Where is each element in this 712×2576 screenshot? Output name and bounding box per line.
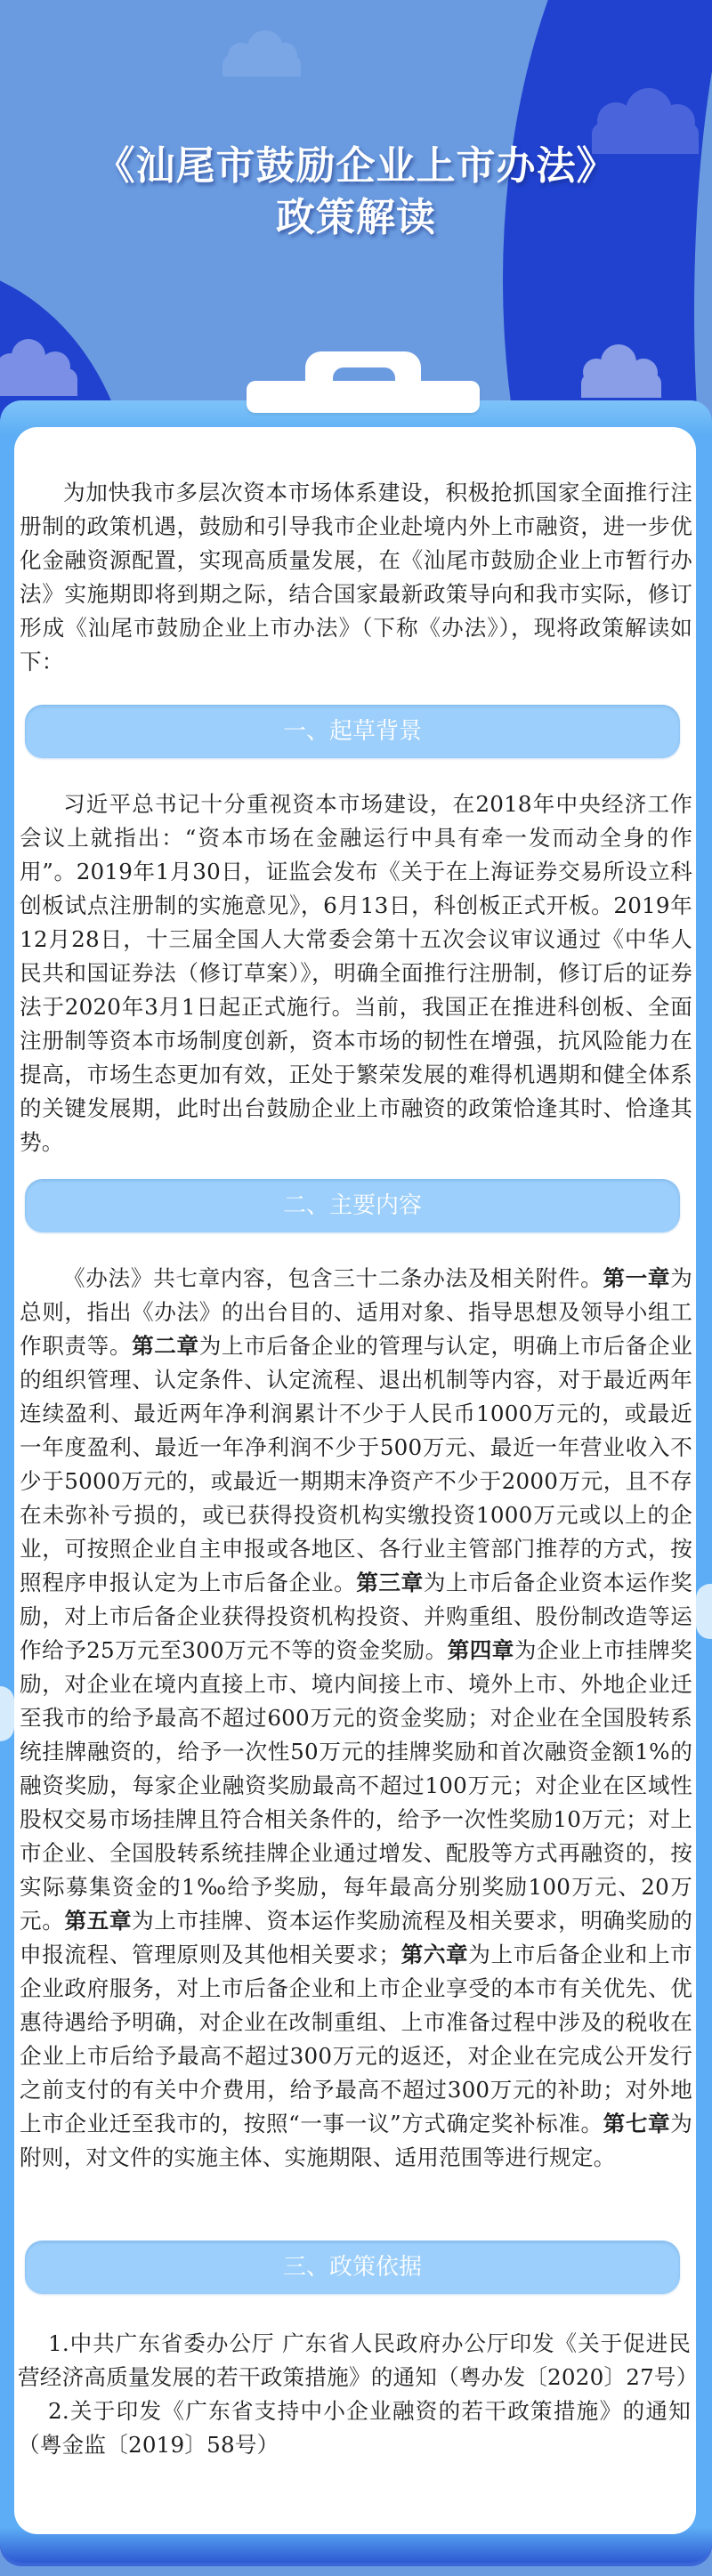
chapter-text: 为上市后备企业和上市企业政府服务，对上市后备企业和上市企业享受的本市有关优先、优惠待遇给予明确，对企业在改制重组、上市准备过程中涉及的税收在企业上市后给予最高不超过300万元的返还，对企业在完成公开发行之前支付的有关中介费用，给予最高不超过300万元的补助；对外地上市企业迁至我市的，按照“一事一议”方式确定奖补标准。	[20, 1942, 692, 2136]
clipboard-clip-bar	[247, 381, 480, 413]
chapter-label: 第二章	[132, 1333, 199, 1359]
chapter-label: 第四章	[447, 1637, 514, 1663]
intro-paragraph: 为加快我市多层次资本市场体系建设，积极抢抓国家全面推行注册制的政策机遇，鼓励和引导我市企业赴境内外上市融资，进一步优化金融资源配置，实现高质量发展，在《汕尾市鼓励企业上市暂行办法》实施期即将到期之际，结合国家最新政策导向和我市实际，修订形成《汕尾市鼓励企业上市办法》（下称《办法》），现将政策解读如下：	[20, 480, 692, 674]
cloud-icon	[581, 343, 661, 398]
cloud-icon	[0, 334, 77, 396]
chapter-label: 第七章	[603, 2111, 671, 2136]
chapter-text: 为上市挂牌、资本运作奖励流程及相关要求，明确奖励的申报流程、管理原则及其他相关要求；	[20, 1908, 692, 1967]
page-title	[0, 141, 712, 244]
chapter-text: 为总则，指出《办法》的出台目的、适用对象、指导思想及领导小组工作职责等。	[20, 1265, 692, 1359]
policy-basis-item: 2.关于印发《广东省支持中小企业融资的若干政策措施》的通知（粤金监〔2019〕58号）	[18, 2398, 691, 2458]
cloud-icon	[222, 27, 301, 77]
decorative-cloud	[696, 1584, 712, 1639]
title-line-1: 《汕尾市鼓励企业上市办法》	[95, 143, 617, 189]
chapter-label: 第五章	[64, 1908, 133, 1934]
title-line-2: 政策解读	[276, 195, 436, 240]
chapter-label: 第一章	[603, 1265, 671, 1291]
decorative-cloud	[0, 1686, 14, 1741]
intro-section	[20, 476, 692, 679]
chapter-text: 为企业上市挂牌奖励，对企业在境内直接上市、境内间接上市、境外上市、外地企业迁至我市的给予最高不超过600万元的资金奖励；对企业在全国股转系统挂牌融资的，给予一次性50万元的挂牌奖励和首次融资金额1%的融资奖励，每家企业融资奖励最高不超过100万元；对企业在区域性股权交易市场挂牌且符合相关条件的，给予一次性奖励10万元；对上市企业、全国股转系统挂牌企业通过增发、配股等方式再融资的，按实际募集资金的1‰给予奖励，每年最高分别奖励100万元、20万元。	[20, 1637, 692, 1934]
section-policy-basis-body	[18, 2327, 699, 2462]
chapter-text: 为附则，对文件的实施主体、实施期限、适用范围等进行规定。	[20, 2111, 692, 2170]
section-background-body	[20, 787, 692, 1159]
chapter-text: 《办法》共七章内容，包含三十二条办法及相关附件。	[63, 1265, 603, 1291]
section-header-main-content: 二、主要内容	[25, 1179, 680, 1232]
policy-basis-item: 1.中共广东省委办公厅 广东省人民政府办公厅印发《关于促进民营经济高质量发展的若干政策措施》的通知（粤办发〔2020〕27号）	[18, 2330, 699, 2390]
section-main-content-body	[20, 1262, 692, 2175]
section-paragraph	[20, 1262, 692, 2175]
chapter-label: 第六章	[400, 1942, 469, 1967]
section-paragraph: 习近平总书记十分重视资本市场建设，在2018年中央经济工作会议上就指出：“资本市场在金融运行中具有牵一发而动全身的作用”。2019年1月30日，证监会发布《关于在上海证券交易所设立科创板试点注册制的实施意见》，6月13日，科创板正式开板。2019年12月28日，十三届全国人大常委会第十五次会议审议通过《中华人民共和国证券法（修订草案）》，明确全面推行注册制，修订后的证券法于2020年3月1日起正式施行。当前，我国正在推进科创板、全面注册制等资本市场制度创新，资本市场的韧性在增强，抗风险能力在提高，市场生态更加有效，正处于繁荣发展的难得机遇期和健全体系的关键发展期，此时出台鼓励企业上市融资的政策恰逢其时、恰逢其势。	[20, 791, 692, 1155]
chapter-text: 为上市后备企业资本运作奖励，对上市后备企业获得投资机构投资、并购重组、股份制改造等运作给予25万元至300万元不等的资金奖励。	[20, 1570, 692, 1663]
section-header-background: 一、起草背景	[25, 705, 680, 758]
section-header-policy-basis: 三、政策依据	[25, 2241, 680, 2294]
chapter-text: 为上市后备企业的管理与认定，明确上市后备企业的组织管理、认定条件、认定流程、退出机制等内容，对于最近两年连续盈利、最近两年净利润累计不少于人民币1000万元的，或最近一年度盈利、最近一年净利润不少于500万元、最近一年营业收入不少于5000万元的，或最近一期期末净资产不少于2000万元，且不存在未弥补亏损的，或已获得投资机构实缴投资1000万元或以上的企业，可按照企业自主申报或各地区、各行业主管部门推荐的方式，按照程序申报认定为上市后备企业。	[20, 1333, 692, 1595]
chapter-label: 第三章	[356, 1570, 424, 1595]
